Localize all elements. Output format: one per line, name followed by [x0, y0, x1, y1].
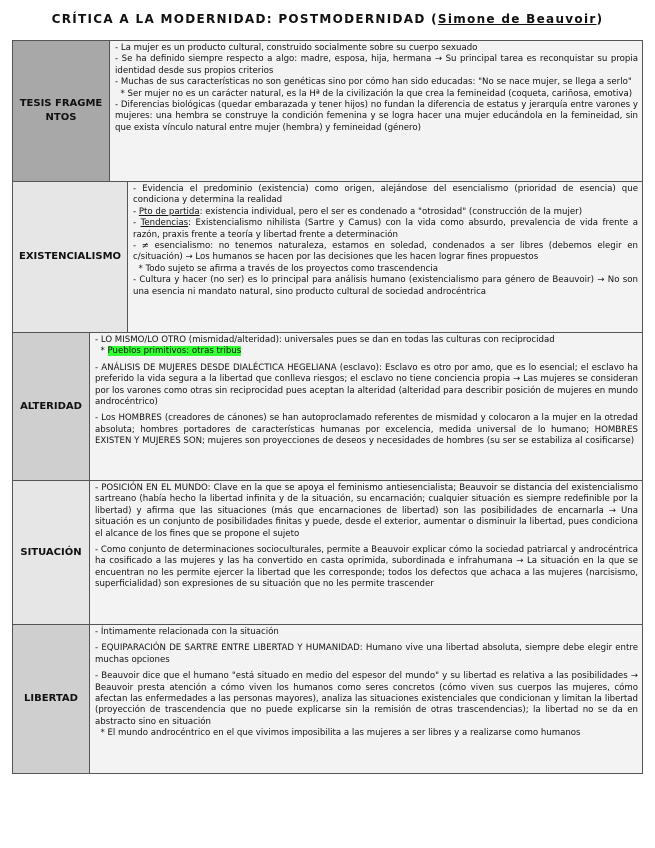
title-suffix: ): [596, 12, 604, 26]
section-tesis-fragmentos: [12, 40, 643, 182]
bullet-item: - Íntimamente relacionada con la situación: [95, 627, 279, 637]
section-existencialismo: [12, 182, 643, 333]
section-label: SITUACIÓN: [13, 481, 90, 624]
underlined-term: Tendencias: [140, 218, 189, 229]
bullet-item: - ANÁLISIS DE MUJERES DESDE DIALÉCTICA HEGELIANA (esclavo): Esclavo es otro por amo, que es lo esencial; el esclavo ha preferido la vida segura a la libertad que conlleva riesgos; el esclavo no tiene conciencia propia → Las mujeres se consideran por los varones como otras sin reciprocidad pues aceptan la alteridad (alteridad para describir posición de mujeres en mundo androcéntrico): [95, 362, 638, 408]
bullet-item: - Los HOMBRES (creadores de cánones) se han autoproclamado referentes de mismidad y colocaron a la mujer en la otredad absoluta; hombres portadores de características humanas por excelencia, medida universal de lo humano; HOMBRES EXISTEN Y MUJERES SON; mujeres son proyecciones de deseos y necesidades de hombres (su ser se estabiliza al cosificarse): [95, 413, 638, 447]
bullet-item: - Pto de partida: existencia individual, pero el ser es condenado a "otrosidad" (construcción de la mujer): [133, 206, 583, 217]
bullet-item: - Evidencia el predominio (existencia) como origen, alejándose del esencialismo (prioridad de esencia) que condiciona y determina la realidad: [133, 184, 638, 206]
author-name: Simone de Beauvoir: [437, 12, 597, 26]
bullet-item: - Tendencias: Existencialismo nihilista (Sartre y Camus) con la vida como absurdo, prevalencia de vida frente a razón, praxis frente a teoría y libertad frente a determinación: [133, 218, 638, 240]
bullet-item: - LO MISMO/LO OTRO (mismidad/alteridad): universales pues se dan en todas las culturas con reciprocidad: [95, 335, 555, 345]
section-content: [90, 333, 642, 480]
section-situacion: [12, 481, 643, 625]
section-content: [90, 481, 642, 624]
bullet-item: - Muchas de sus características no son genéticas sino por cómo han sido educadas: "No se nace mujer, se llega a serlo": [115, 77, 632, 88]
section-label: ALTERIDAD: [13, 333, 90, 480]
bullet-item: - Beauvoir dice que el humano "está situado en medio del espesor del mundo" y su libertad es relativa a las posibilidades → Beauvoir presta atención a cómo viven los humanos como seres concretos (cómo viven sus cuerpos las mujeres, cómo afectan las enfermedades a las personas mayores), analiza las situaciones existenciales que condicionan y limitan la libertad (proyección de trascendencia que no puede explicarse sin la remisión de otras trascendencias); la libertad no se da en abstracto sino en situación: [95, 671, 638, 727]
section-label: EXISTENCIALISMO: [13, 182, 128, 332]
sub-bullet-marker: *: [95, 346, 108, 357]
highlighted-text: Pueblos primitivos: otras tribus: [107, 346, 242, 357]
bullet-item: - POSICIÓN EN EL MUNDO: Clave en la que se apoya el feminismo antiesencialista; Beauvoir se distancia del existencialismo sartreano (había hecho la libertad infinita y de la situación, su encarnación; cualquier situación es siempre redefinible por la libertad) y afirma que las situaciones (más que encarnaciones de libertad) son las posibilidades de encarnarla → Una situación es un conjunto de posibilidades finitas y puede, desde el exterior, aumentar o disminuir la libertad, pues condiciona el alcance de los fines que se propone el sujeto: [95, 483, 638, 539]
bullet-item: * Todo sujeto se afirma a través de los proyectos como trascendencia: [133, 263, 438, 274]
bullet-item: - Cultura y hacer (no ser) es lo principal para análisis humano (existencialismo para género de Beauvoir) → No son una esencia ni mandato natural, sino producto cultural de sociedad androcéntrica: [133, 275, 638, 297]
bullet-item: - Diferencias biológicas (quedar embarazada y tener hijos) no fundan la diferencia de estatus y jerarquía entre varones y mujeres: una hembra se construye la condición femenina y se logra hacer una mujer educándola en la femineidad, sin que exista vínculo natural entre mujer (hembra) y femineidad (género): [115, 100, 638, 133]
summary-table: [12, 40, 643, 774]
section-content: [90, 625, 642, 773]
section-content: [110, 41, 642, 181]
title-prefix: CRÍTICA A LA MODERNIDAD: POSTMODERNIDAD (: [51, 12, 438, 26]
section-label: LIBERTAD: [13, 625, 90, 773]
bullet-item: - Como conjunto de determinaciones socioculturales, permite a Beauvoir explicar cómo la sociedad patriarcal y androcéntrica ha cosificado a las mujeres y las ha convertido en casta oprimida, subordinada e infrahumana → La situación en la que se encuentran no les permite ejercer la libertad que les corresponde; todos los defectos que achaca a las mujeres (narcisismo, superficialidad) son expresiones de su situación que no les permite trascender: [95, 545, 638, 590]
bullet-item: - EQUIPARACIÓN DE SARTRE ENTRE LIBERTAD Y HUMANIDAD: Humano vive una libertad absoluta, siempre debe elegir entre muchas opciones: [95, 643, 638, 665]
section-content: [128, 182, 642, 332]
section-label: TESIS FRAGMENTOS: [13, 41, 110, 181]
section-alteridad: [12, 333, 643, 481]
bullet-item: * El mundo androcéntrico en el que vivimos imposibilita a las mujeres a ser libres y a realizarse como humanos: [95, 728, 581, 739]
bullet-item: [95, 346, 638, 357]
bullet-item: * Ser mujer no es un carácter natural, es la Hª de la civilización la que crea la femineidad (coqueta, cariñosa, emotiva): [115, 88, 633, 99]
bullet-item: - Se ha definido siempre respecto a algo: madre, esposa, hija, hermana → Su principal tarea es reconquistar su propia identidad desde sus propios criterios: [115, 54, 638, 76]
bullet-item: - La mujer es un producto cultural, construido socialmente sobre su cuerpo sexuado: [115, 43, 478, 53]
underlined-term: Pto de partida: [138, 206, 200, 217]
section-libertad: [12, 625, 643, 774]
document-title: [0, 12, 655, 26]
bullet-item: - ≠ esencialismo: no tenemos naturaleza, estamos en soledad, condenados a ser libres (debemos elegir en c/situación) → Los humanos se hacen por las decisiones que les hacen lograr fines propuestos: [133, 241, 638, 263]
